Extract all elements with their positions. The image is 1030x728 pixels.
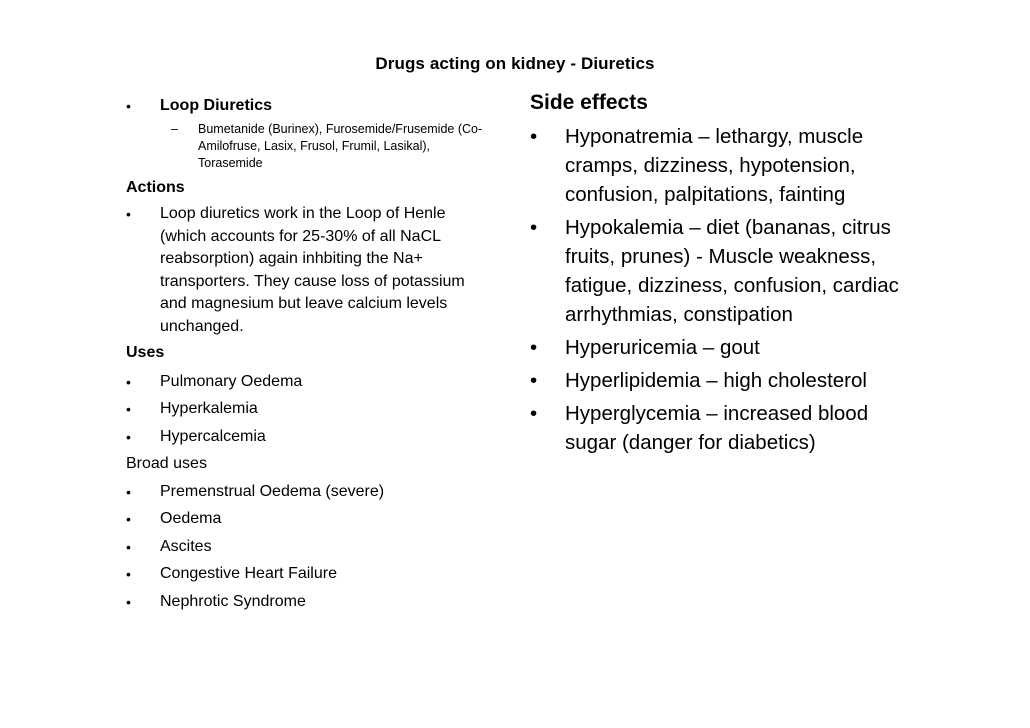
broad-uses-item-text: Premenstrual Oedema (severe)	[160, 482, 385, 500]
loop-diuretics-item	[126, 95, 496, 118]
side-effect-item	[530, 122, 920, 209]
loop-drugs-text: Bumetanide (Burinex), Furosemide/Frusemide (Co-Amilofruse, Lasix, Frusol, Frumil, Lasikal), Torasemide	[198, 121, 483, 170]
broad-uses-item	[126, 481, 496, 504]
side-effect-item	[530, 213, 920, 329]
bullet: •	[126, 593, 131, 610]
bullet: •	[530, 125, 538, 148]
bullet: •	[126, 483, 131, 500]
side-effect-text: Hyperlipidemia – high cholesterol	[565, 369, 867, 392]
broad-uses-item-text: Oedema	[160, 510, 222, 527]
bullet: •	[126, 511, 131, 527]
bullet: •	[530, 402, 538, 425]
actions-text: Loop diuretics work in the Loop of Henle (which accounts for 25-30% of all NaCL reabsorption) again inhbiting the Na+ transporters. They cause loss of potassium and magnesium but leave calcium levels unchanged.	[160, 205, 465, 335]
bullet: •	[530, 369, 538, 392]
side-effect-item	[530, 366, 920, 395]
broad-uses-item-text: Congestive Heart Failure	[160, 565, 337, 582]
broad-uses-item-text: Nephrotic Syndrome	[160, 592, 306, 610]
uses-item-text: Hyperkalemia	[160, 400, 258, 417]
bullet: •	[126, 206, 131, 222]
bullet: •	[530, 336, 538, 359]
bullet: •	[126, 428, 131, 445]
left-column	[126, 95, 496, 613]
bullet: •	[126, 566, 131, 582]
broad-uses-heading: Broad uses	[126, 455, 207, 472]
uses-item	[126, 371, 496, 394]
right-column	[530, 88, 920, 457]
broad-uses-item	[126, 536, 496, 559]
side-effect-text: Hyperuricemia – gout	[565, 336, 760, 359]
bullet: •	[126, 538, 131, 555]
bullet: •	[530, 216, 538, 239]
broad-uses-item	[126, 591, 496, 614]
side-effects-heading: Side effects	[530, 91, 648, 114]
side-effect-text: Hyponatremia – lethargy, muscle cramps, dizziness, hypotension, confusion, palpitations, fainting	[565, 125, 864, 206]
side-effect-text: Hyperglycemia – increased blood sugar (danger for diabetics)	[565, 402, 869, 454]
uses-heading: Uses	[126, 344, 165, 361]
uses-item	[126, 426, 496, 449]
broad-uses-item	[126, 563, 496, 586]
bullet: •	[126, 373, 131, 390]
actions-heading: Actions	[126, 178, 185, 196]
page-title: Drugs acting on kidney - Diuretics	[375, 54, 655, 73]
side-effect-text: Hypokalemia – diet (bananas, citrus fruits, prunes) - Muscle weakness, fatigue, dizziness, confusion, cardiac arrhythmias, constipation	[565, 216, 899, 326]
bullet: •	[126, 98, 131, 114]
dash: –	[171, 121, 178, 136]
side-effect-item	[530, 333, 920, 362]
broad-uses-item	[126, 508, 496, 531]
actions-item	[126, 203, 496, 338]
uses-item-text: Hypercalcemia	[160, 427, 266, 445]
side-effect-item	[530, 399, 920, 457]
broad-uses-item-text: Ascites	[160, 537, 212, 555]
uses-item	[126, 398, 496, 421]
loop-diuretics-heading: Loop Diuretics	[160, 97, 273, 114]
bullet: •	[126, 401, 131, 417]
uses-item-text: Pulmonary Oedema	[160, 372, 303, 390]
loop-drugs-subitem	[171, 121, 496, 172]
